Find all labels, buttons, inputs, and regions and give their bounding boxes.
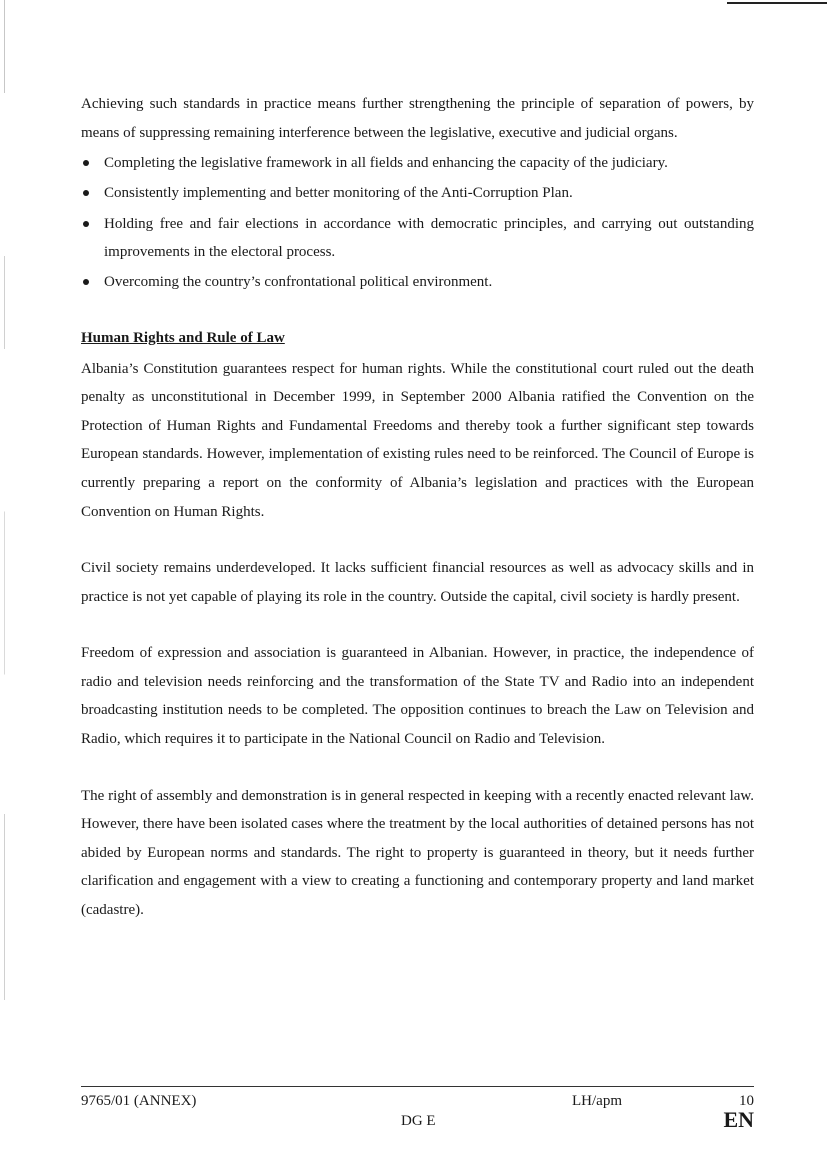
section-paragraph: Albania’s Constitution guarantees respect for human rights. While the constitutional court ruled out the death penalty as unconstitutional in December 1999, in September 2000 Albania ratified the Convention on the Protection of Human Rights and Fundamental Freedoms and thereby took a further significant step towards European standards. However, implementation of existing rules need to be reinforced. The Council of Europe is currently preparing a report on the conformity of Albania’s legislation and practices with the European Convention on Human Rights. [81, 360, 754, 520]
scan-edge-artifact [4, 0, 5, 1163]
section-paragraph: The right of assembly and demonstration is in general respected in keeping with a recently enacted relevant law. However, there have been isolated cases where the treatment by the local authorities of detained persons has not abided by European norms and standards. The right to property is guaranteed in theory, but it needs further clarification and engagement with a view to creating a functioning and contemporary property and land market (cadastre). [81, 787, 754, 919]
list-item-text: Overcoming the country’s confrontational political environment. [104, 274, 493, 291]
language-code: EN [723, 1107, 754, 1132]
paragraph-spacer [81, 526, 754, 554]
section-heading: Human Rights and Rule of Law [81, 329, 285, 346]
top-edge-rule [727, 2, 827, 4]
document-reference: 9765/01 (ANNEX) [81, 1093, 197, 1109]
section-paragraph: Freedom of expression and association is guaranteed in Albanian. However, in practice, the independence of radio and television needs reinforcing and the transformation of the State TV and Radio into an independent broadcasting institution needs to be completed. The opposition continues to breach the Law on Television and Radio, which requires it to participate in the National Council on Radio and Television. [81, 645, 754, 748]
list-item [81, 210, 754, 267]
list-item [81, 149, 754, 178]
intro-paragraph: Achieving such standards in practice means further strengthening the principle of separation of powers, by means of suppressing remaining interference between the legislative, executive and judicial organs. [81, 96, 754, 141]
list-item [81, 179, 754, 208]
page-number: 10 [739, 1093, 754, 1109]
list-item-text: Consistently implementing and better monitoring of the Anti-Corruption Plan. [104, 185, 573, 202]
author-initials: LH/apm [572, 1093, 622, 1109]
bullet-icon [83, 160, 89, 166]
paragraph-spacer [81, 754, 754, 782]
directorate-label: DG E [401, 1113, 436, 1129]
section-paragraph: Civil society remains underdeveloped. It lacks sufficient financial resources as well as advocacy skills and in practice is not yet capable of playing its role in the country. Outside the capital, civil society is hardly present. [81, 560, 754, 605]
page-footer [81, 1093, 754, 1133]
footer-divider [81, 1086, 754, 1087]
bullet-icon [83, 279, 89, 285]
list-item-text: Holding free and fair elections in accordance with democratic principles, and carrying out outstanding improvements in the electoral process. [104, 215, 754, 261]
bullet-icon [83, 190, 89, 196]
list-item-text: Completing the legislative framework in all fields and enhancing the capacity of the judiciary. [104, 155, 668, 172]
paragraph-spacer [81, 611, 754, 639]
document-body [81, 90, 754, 925]
objectives-list [81, 149, 754, 297]
list-item [81, 268, 754, 297]
bullet-icon [83, 221, 89, 227]
